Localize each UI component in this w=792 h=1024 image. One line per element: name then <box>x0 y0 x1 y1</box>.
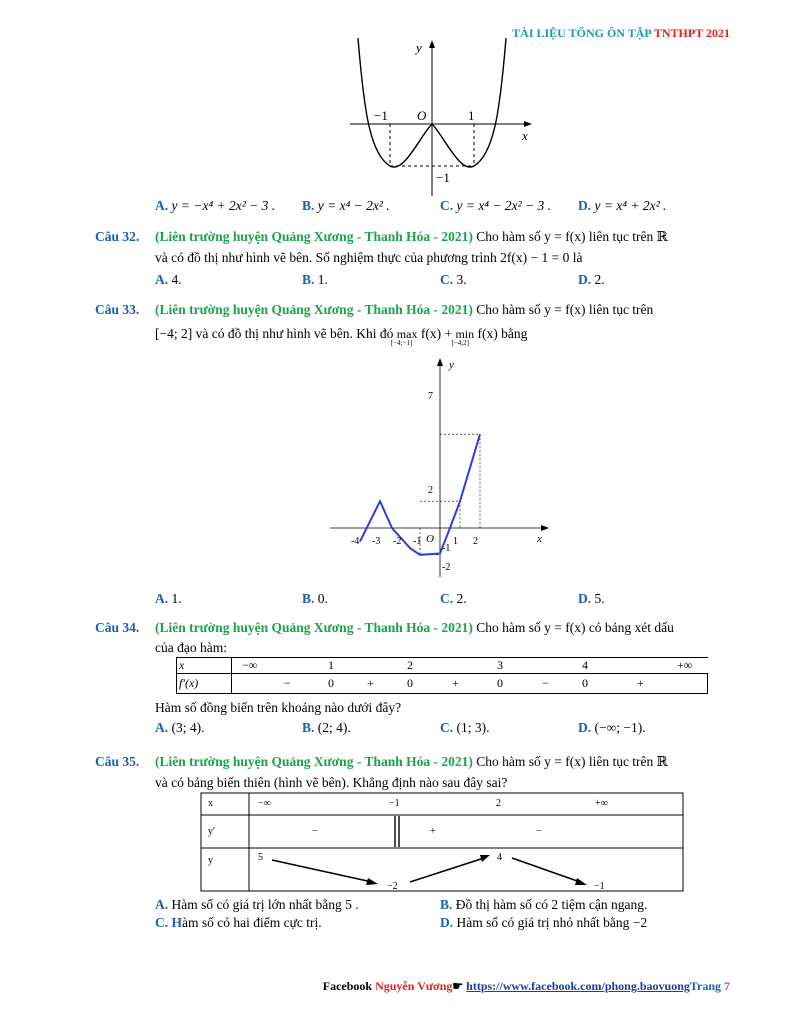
q34-row-fprime <box>177 674 708 694</box>
q33-number: Câu 33. <box>95 302 140 317</box>
q33-tick-y-2: 2 <box>428 485 433 496</box>
q33-tick-x-m3: -3 <box>372 536 381 547</box>
q33-tick-x-1: 1 <box>453 536 458 547</box>
q35-sign-3: − <box>536 826 542 837</box>
q35-answer-b[interactable]: B. Đồ thị hàm số có 2 tiệm cận ngang. <box>440 897 648 912</box>
q32-answer-b[interactable]: B. 1. <box>302 272 328 287</box>
q32-number: Câu 32. <box>95 229 140 244</box>
q35-variation-table <box>200 792 686 894</box>
q35-arrowhead-2-icon <box>480 855 490 862</box>
q31-label-m1: −1 <box>374 108 388 123</box>
q35-arrow-up <box>410 858 484 882</box>
q34-x-values: −∞ 1 2 3 4 +∞ <box>232 658 708 674</box>
q32-answer-d[interactable]: D. 2. <box>578 272 605 287</box>
q33-label-y: y <box>449 359 454 371</box>
q33-answer-d[interactable]: D. 5. <box>578 591 605 606</box>
header-highlight: TNTHPT 2021 <box>653 26 730 40</box>
q33-label-x: x <box>537 533 542 545</box>
q35-answer-d[interactable]: D. Hàm số có giá trị nhỏ nhất bằng −2 <box>440 915 648 930</box>
q35-stem-line2: và có bảng biến thiên (hình vẽ bên). Khẳng định nào sau đây sai? <box>155 775 508 790</box>
q34-stem-line2: của đạo hàm: <box>155 640 227 655</box>
q35-header-x: x <box>208 798 213 809</box>
q34-answer-c[interactable]: C. (1; 3). <box>440 720 490 735</box>
q31-y-arrow-icon <box>429 40 435 48</box>
q35-arrowhead-3-icon <box>575 878 587 885</box>
q33-stem-line1: (Liên trường huyện Quảng Xương - Thanh Hóa - 2021) Cho hàm số y = f(x) liên tục trên <box>155 302 654 317</box>
q31-label-o: O <box>417 108 427 123</box>
q35-answer-c[interactable]: C. Hàm số có hai điểm cực trị. <box>155 915 322 930</box>
q35-arrow-down-2 <box>512 858 580 882</box>
q34-question: Hàm số đồng biến trên khoảng nào dưới đây? <box>155 700 402 715</box>
q31-label-x: x <box>522 128 528 143</box>
q31-label-y: y <box>416 40 422 55</box>
q33-answer-a[interactable]: A. 1. <box>155 591 182 606</box>
facebook-link[interactable]: https://www.facebook.com/phong.baovuong <box>466 979 690 993</box>
page-number: 7 <box>721 979 730 993</box>
header-title: TÀI LIỆU TỔNG ÔN TẬP <box>512 26 654 40</box>
q31-answer-b[interactable]: B. y = x⁴ − 2x² . <box>302 198 390 213</box>
q34-sign-values: − 0 + 0 + 0 − 0 + <box>232 674 708 694</box>
q35-x-2: 2 <box>496 798 501 809</box>
q35-y-m2: −2 <box>387 881 398 892</box>
q34-answer-b[interactable]: B. (2; 4). <box>302 720 351 735</box>
q33-y-arrow-icon <box>437 358 443 366</box>
q33-tick-y-m2: -2 <box>442 562 451 573</box>
pointing-hand-icon: ☛ <box>452 979 467 993</box>
q35-y-m1: −1 <box>594 881 605 892</box>
q35-number: Câu 35. <box>95 754 140 769</box>
q35-arrowhead-1-icon <box>366 878 378 885</box>
q33-tick-x-2: 2 <box>473 536 478 547</box>
q33-graph <box>325 352 555 582</box>
q35-answer-a[interactable]: A. Hàm số có giá trị lớn nhất bằng 5 . <box>155 897 359 912</box>
q33-tick-x-m2: -2 <box>393 536 402 547</box>
q34-sign-table <box>176 657 708 694</box>
q35-sign-2: + <box>430 826 436 837</box>
q33-label-o: O <box>426 533 434 545</box>
q35-y-4: 4 <box>497 852 502 863</box>
page-footer: Facebook Nguyễn Vương☛ https://www.facebook.com/phong.baovuongTrang 7 <box>322 979 730 993</box>
q34-answer-d[interactable]: D. (−∞; −1). <box>578 720 646 735</box>
q35-x-neg-inf: −∞ <box>258 798 271 809</box>
q31-answer-c[interactable]: C. y = x⁴ − 2x² − 3 . <box>440 198 552 213</box>
q33-answer-b[interactable]: B. 0. <box>302 591 328 606</box>
q32-stem-line2: và có đồ thị như hình vẽ bên. Số nghiệm thực của phương trình 2f(x) − 1 = 0 là <box>155 250 583 265</box>
q35-header-y: y <box>208 855 213 866</box>
q35-x-pos-inf: +∞ <box>595 798 608 809</box>
q33-tick-y-m1: -1 <box>442 543 451 554</box>
q31-answer-d[interactable]: D. y = x⁴ + 2x² . <box>578 198 667 213</box>
q31-graph <box>340 36 540 196</box>
q35-x-m1: −1 <box>389 798 400 809</box>
q34-header-x: x <box>177 658 232 674</box>
q31-label-p1: 1 <box>468 108 475 123</box>
q32-answer-c[interactable]: C. 3. <box>440 272 467 287</box>
q32-answer-a[interactable]: A. 4. <box>155 272 182 287</box>
q33-answer-c[interactable]: C. 2. <box>440 591 467 606</box>
q34-row-x <box>177 658 708 674</box>
q34-answer-a[interactable]: A. (3; 4). <box>155 720 205 735</box>
q35-stem-line1: (Liên trường huyện Quảng Xương - Thanh Hóa - 2021) Cho hàm số y = f(x) liên tục trên ℝ <box>155 754 668 769</box>
q35-header-yprime: y' <box>208 826 215 837</box>
q33-stem-line2: [−4; 2] và có đồ thị như hình vẽ bên. Khi đó max [−4;−1] f(x) + min [−4;2] f(x) bằng <box>155 326 528 347</box>
q33-x-arrow-icon <box>541 525 549 531</box>
q31-x-arrow-icon <box>524 121 532 127</box>
q33-tick-y-7: 7 <box>428 391 433 402</box>
q33-tick-x-m1: -1 <box>413 536 422 547</box>
page-header <box>512 26 730 41</box>
q35-y-5: 5 <box>258 852 263 863</box>
q34-header-fprime: f′(x) <box>177 674 232 694</box>
q33-tick-x-m4: -4 <box>351 536 360 547</box>
q35-sign-1: − <box>312 826 318 837</box>
q34-stem-line1: (Liên trường huyện Quảng Xương - Thanh Hóa - 2021) Cho hàm số y = f(x) có bảng xét dấu <box>155 620 674 635</box>
q31-answer-a[interactable]: A. y = −x⁴ + 2x² − 3 . <box>155 198 276 213</box>
q31-label-ym1: −1 <box>436 170 450 185</box>
q34-number: Câu 34. <box>95 620 140 635</box>
q32-stem-line1: (Liên trường huyện Quảng Xương - Thanh Hóa - 2021) Cho hàm số y = f(x) liên tục trên ℝ <box>155 229 668 244</box>
q35-arrow-down-1 <box>272 860 372 882</box>
